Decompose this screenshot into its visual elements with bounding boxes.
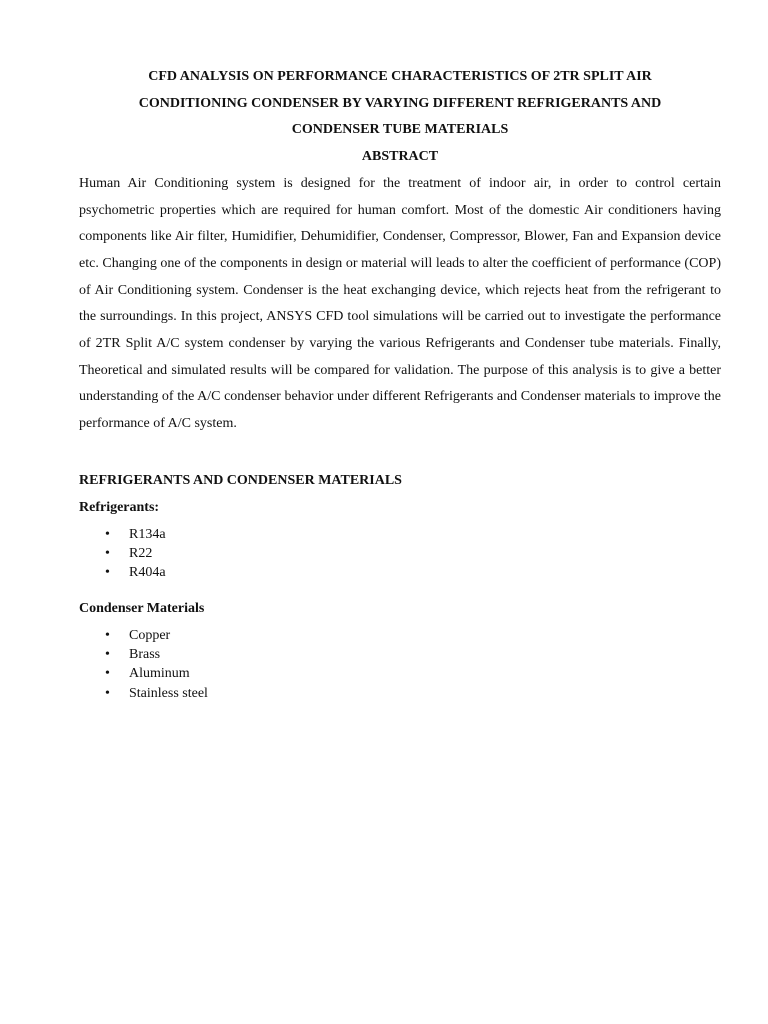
bullet-icon: • xyxy=(105,647,110,663)
list-item xyxy=(79,684,721,703)
list-item-label: Brass xyxy=(129,647,161,663)
bullet-icon: • xyxy=(105,546,110,562)
document-page xyxy=(79,64,721,703)
list-item-label: R22 xyxy=(129,546,153,562)
list-item xyxy=(79,563,721,582)
list-item-label: R404a xyxy=(129,565,166,581)
refrigerants-list xyxy=(79,525,721,583)
list-item xyxy=(79,626,721,645)
refrigerants-heading: Refrigerants: xyxy=(79,499,160,515)
bullet-icon: • xyxy=(105,666,110,682)
list-item-label: Stainless steel xyxy=(129,685,208,701)
bullet-icon: • xyxy=(105,685,110,701)
list-item-label: Aluminum xyxy=(129,666,190,682)
list-item xyxy=(79,645,721,664)
bullet-icon: • xyxy=(105,627,110,643)
materials-list xyxy=(79,626,721,703)
list-item xyxy=(79,664,721,683)
abstract-paragraph: Human Air Conditioning system is designed for the treatment of indoor air, in order to control certain psychometric properties which are required for human comfort. Most of the domestic Air conditioners having components like Air filter, Humidifier, Dehumidifier, Condenser, Compressor, Blower, Fan and Expansion device etc. Changing one of the components in design or material will leads to alter the coefficient of performance (COP) of Air Conditioning system. Condenser is the heat exchanging device, which rejects heat from the refrigerant to the surroundings. In this project, ANSYS CFD tool simulations will be carried out to investigate the performance of 2TR Split A/C system condenser by varying the various Refrigerants and Condenser tube materials. Finally, Theoretical and simulated results will be compared for validation. The purpose of this analysis is to give a better understanding of the A/C condenser behavior under different Refrigerants and Condenser materials to improve the performance of A/C system. xyxy=(79,175,721,432)
title-line-1: CFD ANALYSIS ON PERFORMANCE CHARACTERISTICS OF 2TR SPLIT AIR xyxy=(148,69,652,84)
section-heading: REFRIGERANTS AND CONDENSER MATERIALS xyxy=(79,472,402,488)
materials-heading: Condenser Materials xyxy=(79,600,205,616)
title-line-2: CONDITIONING CONDENSER BY VARYING DIFFERENT REFRIGERANTS AND xyxy=(138,95,662,111)
bullet-icon: • xyxy=(105,526,110,542)
list-item-label: R134a xyxy=(129,526,166,542)
list-item-label: Copper xyxy=(129,627,171,643)
list-item xyxy=(79,525,721,544)
list-item xyxy=(79,544,721,563)
bullet-icon: • xyxy=(105,565,110,581)
abstract-heading: ABSTRACT xyxy=(361,149,439,165)
title-line-3: CONDENSER TUBE MATERIALS xyxy=(291,122,509,138)
